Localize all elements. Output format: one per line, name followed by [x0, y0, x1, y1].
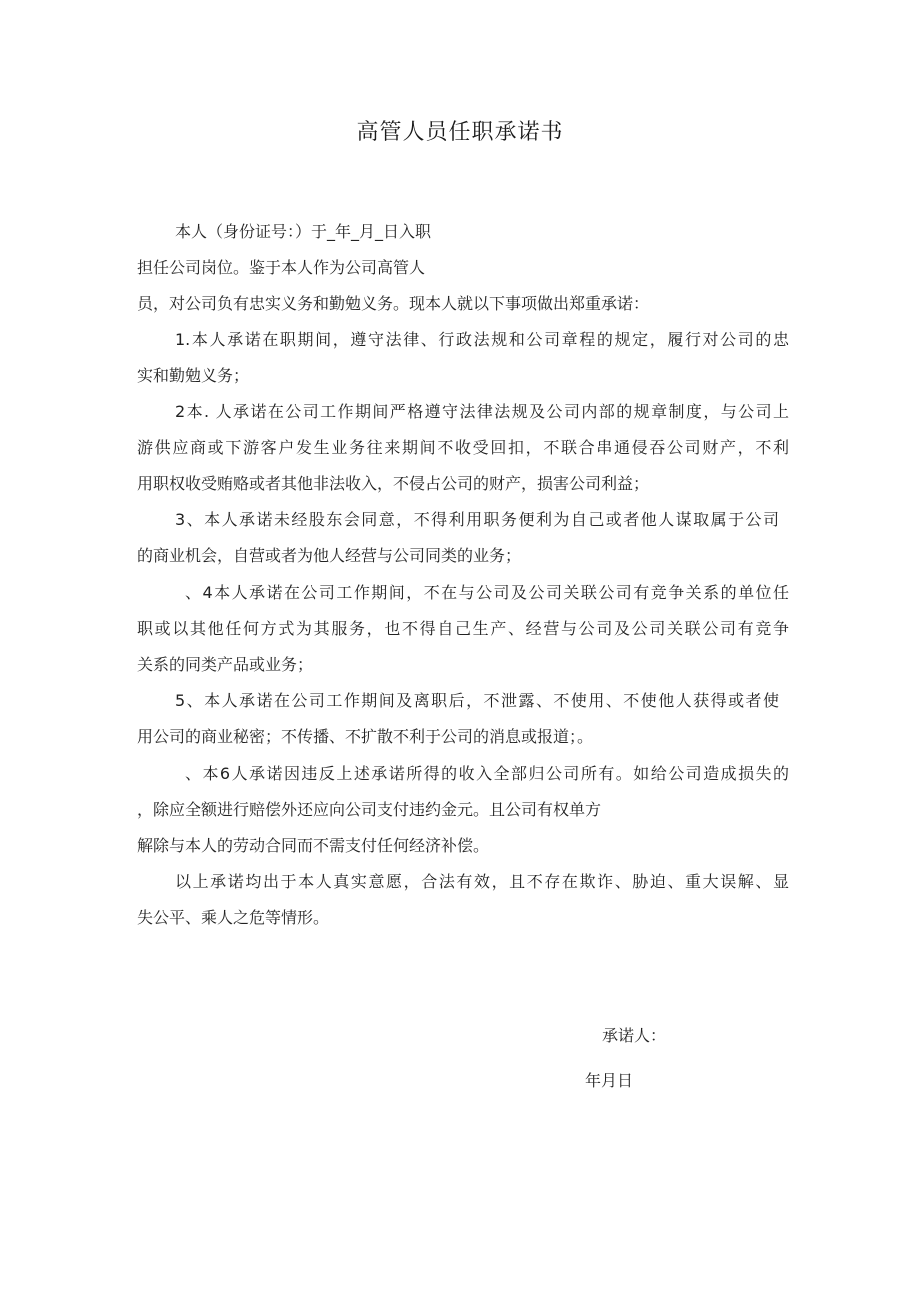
item-4-line-3: 关系的同类产品或业务； [137, 655, 314, 674]
intro-line-1: 本人（身份证号：）于_年_月_日入职 [175, 222, 432, 241]
item-5-line-2: 用公司的商业秘密；不传播、不扩散不利于公司的消息或报道；。 [137, 727, 594, 746]
item-6-line-2: ，除应全额进行赔偿外还应向公司支付违约金元。且公司有权单方 [137, 800, 602, 819]
intro-line-3: 员，对公司负有忠实义务和勤勉义务。现本人就以下事项做出郑重承诺： [137, 294, 650, 313]
item-1-line-1: 1.本人承诺在职期间，遵守法律、行政法规和公司章程的规定，履行对公司的忠 [175, 330, 789, 349]
item-2-line-2: 游供应商或下游客户发生业务往来期间不收受回扣，不联合串通侵吞公司财产，不利 [137, 438, 789, 457]
item-2-line-3: 用职权收受贿赂或者其他非法收入，不侵占公司的财产，损害公司利益； [137, 474, 650, 493]
closing-line-2: 失公平、乘人之危等情形。 [137, 908, 330, 927]
closing-line-1: 以上承诺均出于本人真实意愿，合法有效，且不存在欺诈、胁迫、重大误解、显 [175, 872, 789, 891]
item-4-line-2: 职或以其他任何方式为其服务，也不得自己生产、经营与公司及公司关联公司有竞争 [137, 619, 789, 638]
item-3-line-2: 的商业机会，自营或者为他人经营与公司同类的业务； [137, 546, 522, 565]
signature-label: 承诺人： [602, 1026, 667, 1045]
item-5-line-1: 5、本人承诺在公司工作期间及离职后，不泄露、不使用、不使他人获得或者使 [175, 691, 779, 710]
signature-date: 年月日 [585, 1071, 634, 1090]
item-3-line-1: 3、本人承诺未经股东会同意，不得利用职务便利为自己或者他人谋取属于公司 [175, 510, 779, 529]
intro-line-2: 担任公司岗位。鉴于本人作为公司高管人 [137, 258, 426, 277]
item-6-line-1: 、本6人承诺因违反上述承诺所得的收入全部归公司所有。如给公司造成损失的 [185, 764, 789, 783]
item-2-line-1: 2本. 人承诺在公司工作期间严格遵守法律法规及公司内部的规章制度，与公司上 [175, 402, 789, 421]
item-6-line-3: 解除与本人的劳动合同而不需支付任何经济补偿。 [137, 836, 490, 855]
document-title: 高管人员任职承诺书 [356, 120, 564, 145]
item-1-line-2: 实和勤勉义务； [137, 366, 250, 385]
item-4-line-1: 、4本人承诺在公司工作期间，不在与公司及公司关联公司有竞争关系的单位任 [185, 583, 789, 602]
